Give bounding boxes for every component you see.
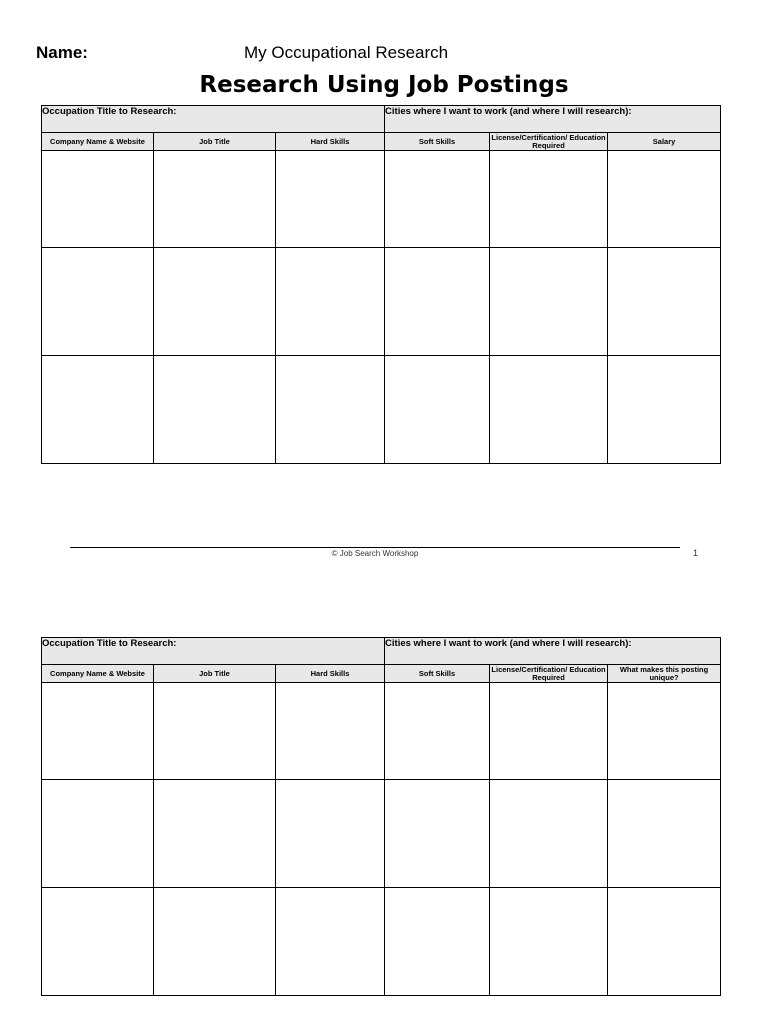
research-table-1 (41, 105, 721, 464)
entry-cell[interactable] (276, 248, 385, 356)
entry-cell[interactable] (276, 888, 385, 996)
entry-cell[interactable] (608, 683, 721, 780)
table-row (42, 780, 721, 888)
occupation-title-cell[interactable]: Occupation Title to Research: (42, 638, 385, 665)
page-subtitle: My Occupational Research (244, 43, 449, 62)
table-row (42, 888, 721, 996)
column-header: License/Certification/ Education Required (491, 132, 606, 150)
entry-cell[interactable] (490, 151, 608, 248)
entry-cell[interactable] (608, 780, 721, 888)
entry-cell[interactable] (608, 248, 721, 356)
column-header: Hard Skills (276, 133, 385, 151)
footer-divider (70, 547, 680, 548)
entry-cell[interactable] (154, 780, 276, 888)
table-row (42, 151, 721, 248)
entry-cell[interactable] (385, 356, 490, 464)
entry-cell[interactable] (42, 248, 154, 356)
entry-cell[interactable] (42, 356, 154, 464)
entry-cell[interactable] (42, 888, 154, 996)
entry-cell[interactable] (490, 888, 608, 996)
column-header: Salary (608, 133, 721, 151)
entry-cell[interactable] (385, 248, 490, 356)
column-header: Company Name & Website (42, 133, 154, 151)
entry-cell[interactable] (490, 683, 608, 780)
entry-cell[interactable] (490, 780, 608, 888)
entry-cell[interactable] (490, 356, 608, 464)
page-title: Research Using Job Postings (199, 72, 569, 98)
column-header: What makes this posting unique? (608, 665, 721, 683)
column-header: Job Title (154, 665, 276, 683)
column-header: Soft Skills (385, 133, 490, 151)
entry-cell[interactable] (608, 151, 721, 248)
entry-cell[interactable] (154, 683, 276, 780)
footer-copyright: © Job Search Workshop (331, 549, 419, 558)
entry-cell[interactable] (42, 151, 154, 248)
entry-cell[interactable] (154, 356, 276, 464)
entry-cell[interactable] (276, 780, 385, 888)
entry-cell[interactable] (385, 683, 490, 780)
entry-cell[interactable] (42, 683, 154, 780)
entry-cell[interactable] (608, 356, 721, 464)
entry-cell[interactable] (154, 151, 276, 248)
entry-cell[interactable] (385, 888, 490, 996)
entry-cell[interactable] (490, 248, 608, 356)
column-header: Hard Skills (276, 665, 385, 683)
entry-cell[interactable] (154, 248, 276, 356)
entry-cell[interactable] (276, 356, 385, 464)
occupation-title-cell[interactable]: Occupation Title to Research: (42, 106, 385, 133)
entry-cell[interactable] (154, 888, 276, 996)
entry-cell[interactable] (608, 888, 721, 996)
entry-cell[interactable] (385, 780, 490, 888)
page-number: 1 (693, 548, 699, 558)
research-table-2 (41, 637, 721, 996)
cities-cell[interactable]: Cities where I want to work (and where I will research): (385, 106, 721, 133)
name-label: Name: (36, 43, 88, 62)
column-header: Soft Skills (385, 665, 490, 683)
entry-cell[interactable] (42, 780, 154, 888)
entry-cell[interactable] (276, 683, 385, 780)
table-row (42, 356, 721, 464)
table-row (42, 248, 721, 356)
column-header: Company Name & Website (42, 665, 154, 683)
cities-cell[interactable]: Cities where I want to work (and where I will research): (385, 638, 721, 665)
table-row (42, 683, 721, 780)
column-header: License/Certification/ Education Required (491, 664, 606, 682)
entry-cell[interactable] (385, 151, 490, 248)
column-header: Job Title (154, 133, 276, 151)
entry-cell[interactable] (276, 151, 385, 248)
